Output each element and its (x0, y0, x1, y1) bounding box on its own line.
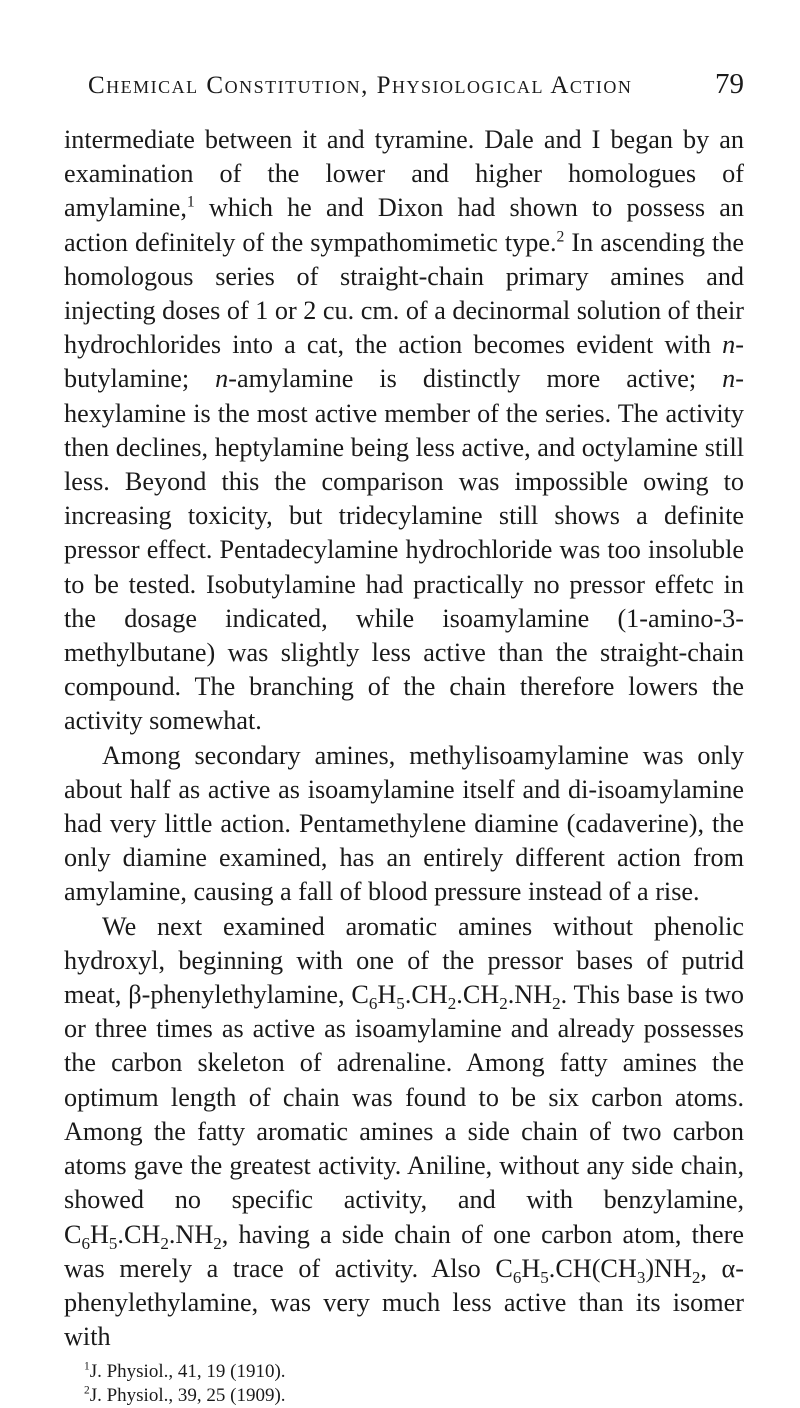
page-number: 79 (715, 68, 744, 100)
text-segment: .CH (404, 980, 448, 1010)
text-segment: 5 (108, 1233, 118, 1253)
text-segment: 2 (691, 1267, 701, 1287)
text-segment: n (722, 330, 736, 360)
footnote-mark: 2 (84, 1384, 90, 1397)
text-segment: intermediate between it and tyramine. Dale and I began by an examination of the lower and higher homologues of amylamine, (64, 125, 744, 223)
footnote-1 (84, 1360, 744, 1384)
text-segment: 2 (447, 994, 457, 1014)
text-segment: 5 (540, 1267, 549, 1287)
footnote-text: J. Physiol., 41, 19 (1910). (89, 1361, 286, 1383)
text-segment: .CH (117, 1219, 161, 1249)
text-segment: H (377, 980, 397, 1010)
footnote-mark: 1 (84, 1360, 90, 1373)
paragraph-1 (64, 123, 744, 739)
text-segment: 2 (499, 994, 508, 1014)
text-segment: Among secondary amines, methylisoamylamine was only about half as active as isoamylamine itself and di-isoamylamine had very little action. Pentamethylene diamine (cadaverine), the only diamine examined, has an entirely different action from amylamine, causing a fall of blood pressure instead of a rise. (64, 740, 744, 907)
text-segment: .CH(CH (548, 1253, 637, 1283)
text-segment: H (521, 1253, 541, 1283)
running-title: Chemical Constitution, Physiological Action (88, 72, 633, 99)
text-segment: )NH (645, 1253, 692, 1283)
text-segment: .NH (507, 980, 553, 1010)
text-segment: -amylamine is distinctly more active; (228, 364, 723, 394)
text-segment: -butylamine; (64, 330, 744, 394)
paragraph-2 (64, 739, 744, 910)
text-segment: . This base is two or three times as active as isoamylamine and already possesses the carbon skeleton of adrenaline. Among fatty amines the optimum length of chain was found to be six carbon atoms. Among the fatty aromatic amines a side chain of two carbon atoms gave the greatest activity. Aniline, without any side chain, showed no specific activity, and with benzylamine, C (64, 980, 744, 1249)
text-segment: 5 (396, 994, 405, 1014)
text-segment: -hexylamine is the most active member of the series. The activity then declines, heptylamine being less active, and octylamine still less. Beyond this the comparison was impossible owing to increasing toxicity, but tridecylamine still shows a definite pressor effect. Pentadecylamine hydrochloride was too insoluble to be tested. Isobutylamine had practically no pressor effetc in the dosage indicated, while isoamylamine (1-amino-3-methylbutane) was slightly less active than the straight-chain compound. The branching of the chain therefore lowers the activity somewhat. (64, 364, 744, 736)
footnote-text: J. Physiol., 39, 25 (1909). (89, 1385, 286, 1407)
text-segment: which he and Dixon had shown to possess an action definitely of the sympathomimetic type. (64, 193, 744, 257)
text-segment: , having a side chain of one carbon atom, there was merely a trace of activity. Also C (64, 1219, 744, 1283)
text-segment: .NH (168, 1219, 214, 1249)
text-segment: , α-phenylethylamine, was very much less active than its isomer with (64, 1253, 744, 1352)
text-segment: n (722, 364, 736, 394)
text-segment: 6 (81, 1233, 90, 1253)
text-segment: n (215, 364, 229, 394)
footnotes (64, 1360, 744, 1408)
text-segment: 2 (552, 994, 561, 1014)
text-segment: 2 (556, 227, 565, 245)
paragraph-3 (64, 910, 744, 1355)
running-head (88, 68, 744, 101)
body-text (64, 123, 744, 1354)
text-segment: 2 (160, 1233, 169, 1253)
text-segment: 6 (368, 994, 378, 1014)
text-segment: 1 (186, 193, 195, 211)
text-segment: In ascending the homologous series of straight-chain primary amines and injecting doses of 1 or 2 cu. cm. of a decinormal solution of their hydrochlorides into a cat, the action becomes evident with (64, 227, 744, 360)
text-segment: 3 (636, 1267, 646, 1287)
text-segment: 2 (213, 1233, 222, 1253)
footnote-2 (84, 1384, 744, 1408)
text-segment: 6 (512, 1267, 522, 1287)
text-segment: .CH (456, 980, 500, 1010)
text-segment: H (89, 1219, 109, 1249)
text-segment: We next examined aromatic amines without phenolic hydroxyl, beginning with one of the pressor bases of putrid meat, β-phenylethylamine, C (64, 911, 744, 1010)
book-page (64, 68, 744, 1408)
